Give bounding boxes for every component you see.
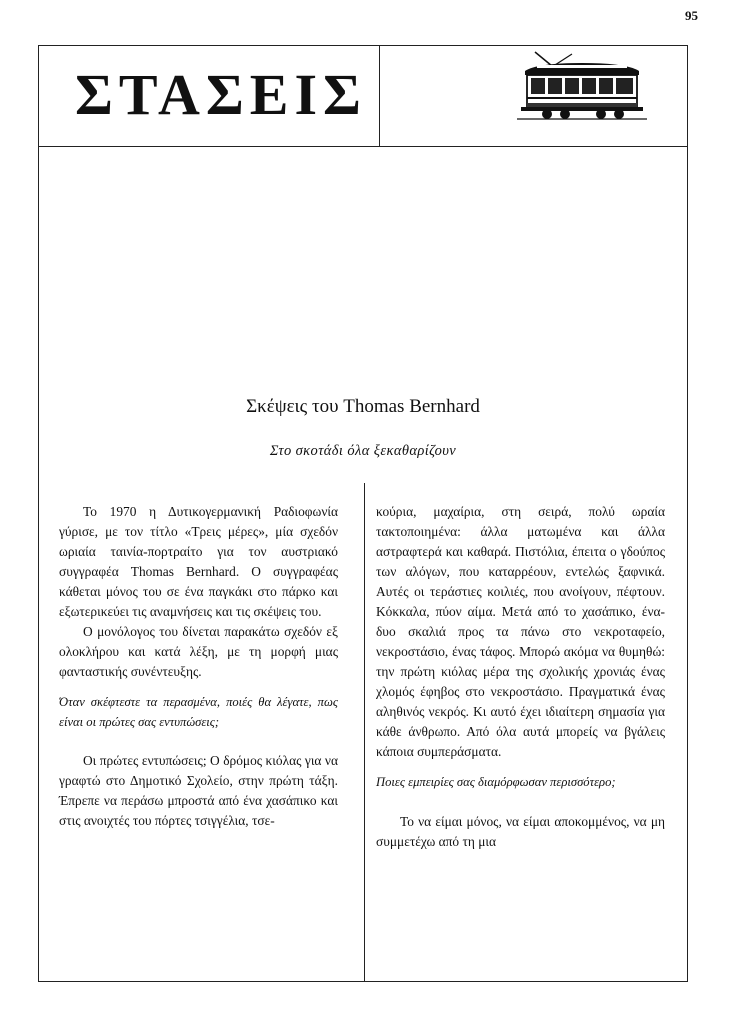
page-frame	[38, 45, 688, 982]
paragraph: Το να είμαι μόνος, να είμαι αποκομμένος, να μη συμμετέχω από τη μια	[376, 813, 665, 849]
illustration-box	[380, 46, 689, 146]
section-title: ΣΤΑΣΕΙΣ	[75, 62, 367, 127]
article-title: Σκέψεις του Thomas Bernhard	[246, 396, 480, 417]
paragraph: κούρια, μαχαίρια, στη σειρά, πολύ ωραία τακτοποιημένα: άλλα ματωμένα και άλλα αστραφτερά και καθαρά. Πιστόλια, έπειτα ο γδούπος των αλόγων, που καταρρέουν, εντελώς ξαφνικά. Αυτές οι τεράστιες κοιλιές, που ανοίγουν, πέφτουν. Κόκκαλα, πύον αίμα. Μετά από το χασάπικο, ένα-δυο σκαλιά προς τα πάνω στο νεκροταφείο, νεκροστάσιο, ένας τάφος. Μπορώ ακόμα να θυμηθώ: την πρώτη κιόλας μέρα της σχολικής χρονιάς ένας χλομός έφηβος στο νεκροστάσιο. Πραγματικά ένας αληθινός νεκρός. Κι αυτό έχει ιδιαίτερη σημασία για κάθε άνθρωπο. Από όλα αυτά μπορείς να βγάλεις κάποια συμπεράσματα.	[376, 504, 665, 759]
section-title-box	[39, 46, 380, 146]
interview-question: Όταν σκέφτεστε τα περασμένα, ποιές θα λέγατε, πως είναι οι πρώτες σας εντυπώσεις;	[59, 695, 338, 729]
left-column	[59, 502, 338, 831]
paragraph: Οι πρώτες εντυπώσεις; Ο δρόμος κιόλας για να γραφτώ στο Δημοτικό Σχολείο, στην πρώτη τάξη. Έπρεπε να περάσω μπροστά από ένα χασάπικο και στις ανοιχτές του πόρτες τσιγγέλια, τσε-	[59, 753, 338, 828]
tram-illustration	[517, 51, 647, 121]
right-column	[376, 502, 665, 852]
paragraph: Ο μονόλογος του δίνεται παρακάτω σχεδόν εξ ολοκλήρου και κατά λέξη, με τη μορφή μιας φανταστικής συνέντευξης.	[59, 624, 338, 679]
article-subtitle: Στο σκοτάδι όλα ξεκαθαρίζουν	[269, 443, 457, 459]
page-number: 95	[685, 8, 698, 23]
paragraph: Το 1970 η Δυτικογερμανική Ραδιοφωνία γύρισε, με τον τίτλο «Τρεις μέρες», μία σχεδόν ωριαία ταινία-πορτραίτο για τον αυστριακό συγγραφέα Thomas Bernhard. Ο συγγραφέας κάθεται μόνος του σε ένα παγκάκι στο πάρκο και εξωτερικεύει τις αναμνήσεις και τις σκέψεις του.	[59, 504, 338, 619]
section-header	[39, 46, 687, 147]
interview-question: Ποιες εμπειρίες σας διαμόρφωσαν περισσότερο;	[376, 775, 616, 789]
column-divider	[364, 483, 365, 981]
